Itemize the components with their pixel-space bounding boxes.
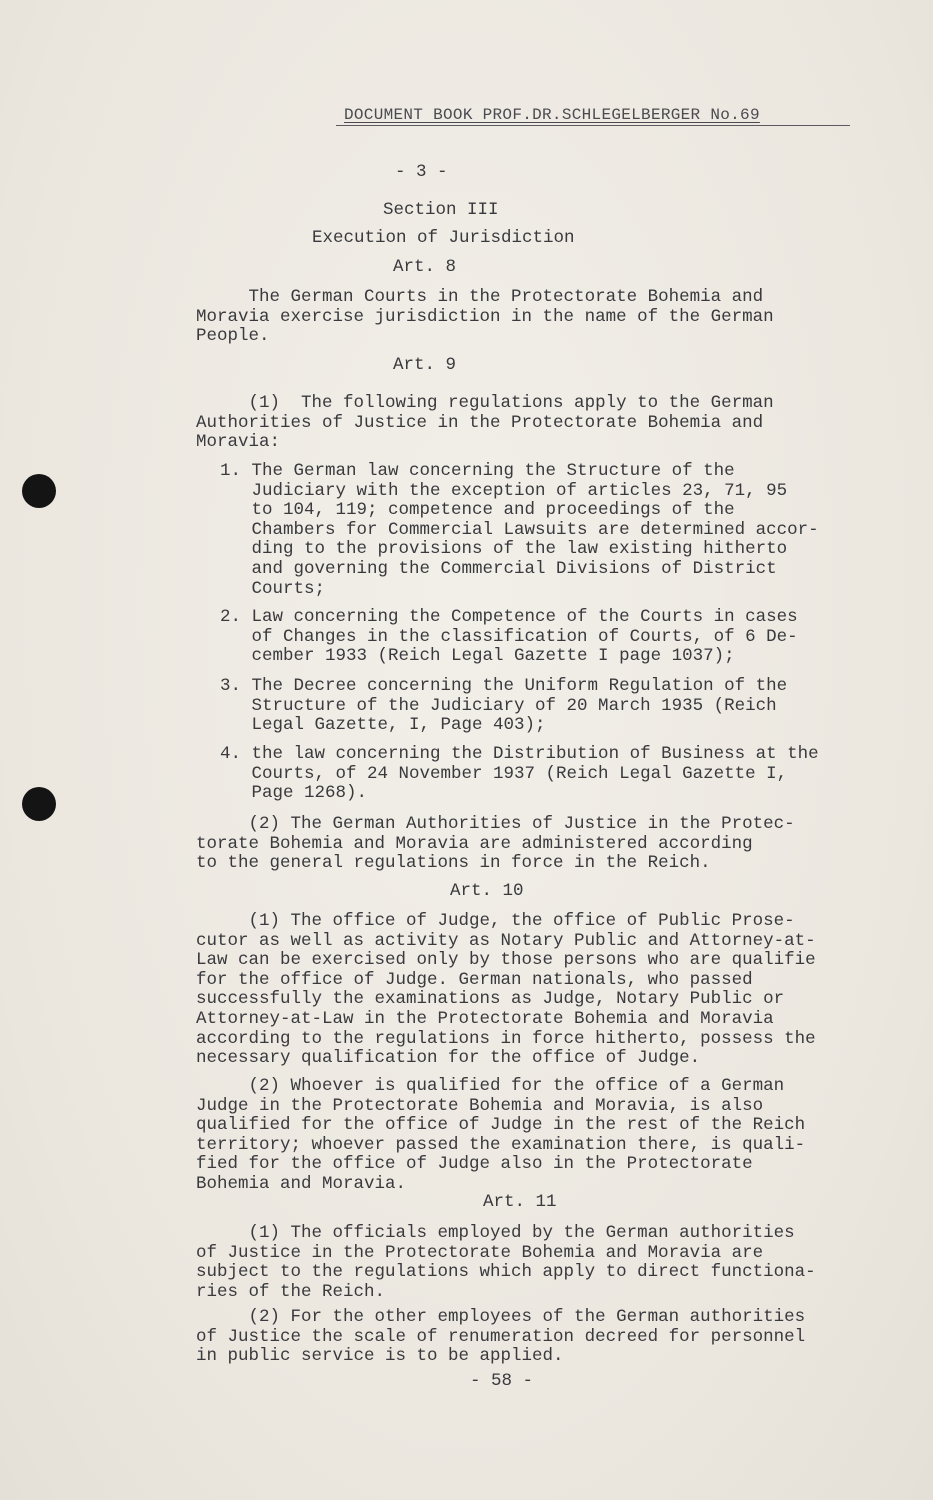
article-11-paragraph-1: (1) The officials employed by the German authorities of Justice in the Protectorate Bohemia and Moravia are subject to the regulations which apply to direct functiona- ries of the Reich. — [196, 1223, 816, 1302]
list-item: 2. Law concerning the Competence of the Courts in cases of Changes in the classification of Courts, of 6 De- cember 1933 (Reich Legal Gazette I page 1037); — [220, 607, 798, 667]
article-9-paragraph-1: (1) The following regulations apply to the German Authorities of Justice in the Protectorate Bohemia and Moravia: — [196, 393, 774, 453]
article-11-paragraph-2: (2) For the other employees of the German authorities of Justice the scale of renumeration decreed for personnel in public service is to be applied. — [196, 1307, 806, 1367]
footer-page-number: - 58 - — [470, 1371, 534, 1391]
list-item: 4. the law concerning the Distribution of Business at the Courts, of 24 November 1937 (Reich Legal Gazette I, Page 1268). — [220, 744, 819, 804]
article-10-paragraph-2: (2) Whoever is qualified for the office of a German Judge in the Protectorate Bohemia and Moravia, is also qualified for the office of Judge in the rest of the Reich territory; whoever passed the examination there, is quali- fied for the office of Judge also in the Protectorate Bohemia and Moravia. — [196, 1076, 806, 1194]
article-8-heading: Art. 8 — [393, 257, 457, 277]
page-number: - 3 - — [395, 162, 448, 182]
document-reference: DOCUMENT BOOK PROF.DR.SCHLEGELBERGER No.69 — [344, 106, 760, 124]
article-9-heading: Art. 9 — [393, 355, 457, 375]
article-10-paragraph-1: (1) The office of Judge, the office of Public Prose- cutor as well as activity as Notary Public and Attorney-at- Law can be exercised only by those persons who are qualifie for the office of Judge. German nationals, who passed successfully the examinations as Judge, Notary Public or Attorney-at-Law in the Protectorate Bohemia and Moravia according to the regulations in force hitherto, possess the necessary qualification for the office of Judge. — [196, 911, 816, 1069]
article-11-heading: Art. 11 — [483, 1192, 557, 1212]
article-10-heading: Art. 10 — [450, 881, 524, 901]
article-9-paragraph-2: (2) The German Authorities of Justice in the Protec- torate Bohemia and Moravia are administered according to the general regulations in force in the Reich. — [196, 814, 795, 874]
punch-hole — [22, 474, 56, 508]
article-8-text: The German Courts in the Protectorate Bohemia and Moravia exercise jurisdiction in the name of the German People. — [196, 287, 774, 347]
header-rule — [336, 125, 850, 126]
list-item: 1. The German law concerning the Structure of the Judiciary with the exception of articles 23, 71, 95 to 104, 119; competence and proceedings of the Chambers for Commercial Lawsuits are determined accor- ding to the provisions of the law existing hitherto and governing the Commercial Divisions of District Courts; — [220, 461, 819, 599]
punch-hole — [22, 787, 56, 821]
list-item: 3. The Decree concerning the Uniform Regulation of the Structure of the Judiciary of 20 March 1935 (Reich Legal Gazette, I, Page 403); — [220, 676, 788, 736]
section-title: Section III — [383, 200, 499, 220]
section-subtitle: Execution of Jurisdiction — [312, 228, 575, 248]
